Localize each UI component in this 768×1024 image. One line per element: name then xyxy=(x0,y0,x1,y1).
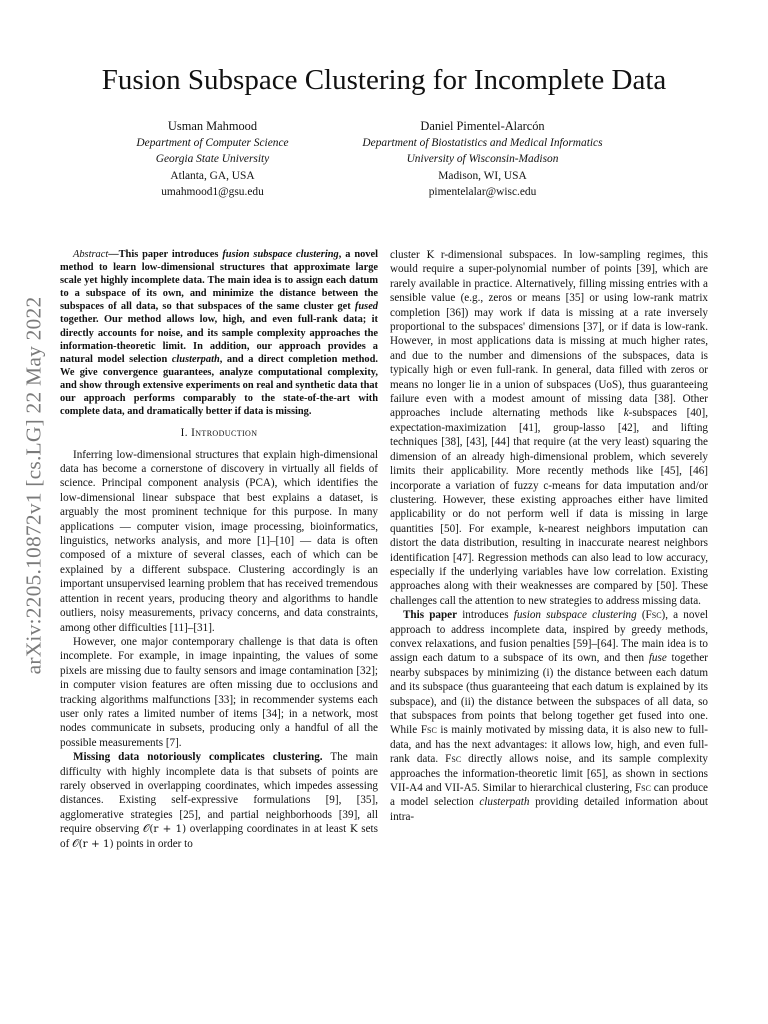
paragraph-emphasis: fuse xyxy=(648,652,667,665)
abstract-label: Abstract xyxy=(73,249,109,260)
math-expression: K xyxy=(349,823,358,836)
section-heading-introduction xyxy=(60,426,378,440)
intro-paragraph-2: However, one major contemporary challenge is that data is often incomplete. For example, in image inpainting, the values of some pixels are missing due to faulty sensors and image contamination [32]; in computer vision features are often missing due to occlusions and tracking algorithms malfunctions [33]; in recommender systems each user only rates a limited number of items [34]; in a network, most nodes communicate in subsets, producing only a handful of all the possible measurements [7]. xyxy=(60,635,378,749)
paragraph-text: can produce a model selection xyxy=(390,782,708,809)
paragraph-lead: This paper xyxy=(403,609,458,622)
paragraph-text: overlapping coordinates in at least xyxy=(186,823,350,836)
paragraph-text: ), a novel approach to address incomplete data, inspired by greedy methods, convex relaxations, and fusion penalties [59]–[64]. The main idea is to assign each datum to a subspace of its own, and then xyxy=(390,609,709,665)
math-expression: 𝒪(r + 1) xyxy=(72,837,114,850)
paragraph-text: providing detailed information about intra- xyxy=(390,796,708,823)
left-column xyxy=(60,248,378,851)
method-acronym: Fsc xyxy=(420,724,437,737)
abstract-text: together. Our method allows low, high, and even full-rank data; it directly accounts for noise, and its sample complexity approaches the information-theoretic limit. In addition, our approach provides a natural model selection xyxy=(60,314,378,365)
author-location: Madison, WI, USA xyxy=(438,169,527,182)
abstract-emphasis: fusion subspace clustering xyxy=(222,249,339,260)
paragraph-text: sets of xyxy=(60,823,378,850)
method-acronym: Fsc xyxy=(645,609,662,622)
math-expression: 𝒪(r + 1) xyxy=(142,823,187,836)
intro-paragraph-3 xyxy=(60,750,378,851)
math-expression: k xyxy=(623,407,629,420)
paragraph-text: is mainly motivated by missing data, it is also new to full-data, and has the next advantages: it allows low, high, and even full-rank data. xyxy=(390,724,709,766)
right-paragraph-2 xyxy=(390,608,708,824)
paragraph-text: The main difficulty with highly incomplete data is that subsets of points are rarely observed in overlapping coordinates, which impedes assessing distances. Existing self-expressive formulations [9], [35], agglomerative strategies [25], and partial neighborhoods [39], all require observing xyxy=(60,751,378,836)
paragraph-text: -subspaces [40], expectation-maximization [41], group-lasso [42], and lifting techniques [38], [43], [44] that require (at the very least) squaring the dimension of an already high-dimensional problem, which severely limits their applicability. More recently methods like [45], [46] incorporate a variation of fuzzy c-means for data imputation and/or clustering. However, these existing approaches either have limited applicability or do not perform well if data is missing in large quantities [50]. For example, k-nearest neighbors imputation can distort the data distribution, resulting in inaccurate nearest neighbors identification [47]. Regression methods can also lead to low accuracy, especially if the underlying variables have low correlation. Existing approaches along with their weaknesses are compared by [50]. These challenges call the attention to new strategies to address missing data. xyxy=(390,407,708,607)
author-email[interactable]: umahmood1@gsu.edu xyxy=(161,185,264,198)
paper-title: Fusion Subspace Clustering for Incomplete Data xyxy=(101,64,667,96)
author-block-2 xyxy=(325,118,640,200)
abstract-text: This paper introduces xyxy=(118,249,223,260)
math-expression: K xyxy=(426,249,435,261)
arxiv-identifier-text: arXiv:2205.10872v1 [cs.LG] 22 May 2022 xyxy=(21,296,46,674)
author-department: Department of Biostatistics and Medical Informatics xyxy=(362,137,603,150)
paragraph-text: points in order to xyxy=(113,837,193,850)
section-title: Introduction xyxy=(191,427,258,440)
author-block-1 xyxy=(90,118,335,200)
author-email[interactable]: pimentelalar@wisc.edu xyxy=(428,185,537,198)
paragraph-lead: Missing data notoriously complicates clustering. xyxy=(73,751,323,764)
abstract-emphasis: fused xyxy=(354,301,378,313)
author-name: Usman Mahmood xyxy=(167,119,258,133)
author-name: Daniel Pimentel-Alarcón xyxy=(420,119,545,133)
paragraph-text: introduces xyxy=(457,609,514,622)
abstract xyxy=(60,248,378,418)
paragraph-text: directly allows noise, and its sample complexity approaches the information-theoretic limit [65], as shown in sections VII-A4 and VII-A5. Similar to hierarchical clustering, xyxy=(390,753,708,795)
author-university: Georgia State University xyxy=(155,153,270,166)
abstract-text: , a novel method to learn low-dimensional structures that approximate large scale yet highly incomplete data. The main idea is to assign each datum to a subspace of its own, and minimize the distance between the subspaces of all data, so that subspaces of the same cluster get xyxy=(60,249,378,313)
right-column xyxy=(390,248,708,824)
method-acronym: Fsc xyxy=(445,753,462,766)
abstract-text: , and a direct completion method. We give convergence guarantees, analyze computational complexity, and show through extensive experiments on real and synthetic data that our approach performs comparably to the state-of-the-art with complete data, and dramatically better if data is missing. xyxy=(60,353,378,418)
author-university: University of Wisconsin-Madison xyxy=(406,153,559,166)
intro-paragraph-1: Inferring low-dimensional structures that explain high-dimensional data has become a cornerstone of discovery in virtually all fields of science. Principal component analysis (PCA), which identifies the low-dimensional linear subspace that best explains a dataset, is arguably the most prominent technique for this purpose. In many applications — computer vision, image processing, bioinformatics, linguistics, networks analysis, and more [1]–[10] — data is often composed of a mixture of several classes, each of which can be explained by a different subspace. Clustering accordingly is an important unsupervised learning problem that has received tremendous attention in recent years, producing theory and algorithms to handle outliers, noisy measurements, privacy concerns, and data constraints, among other difficulties [11]–[31]. xyxy=(60,448,378,634)
paragraph-emphasis: fusion subspace clustering xyxy=(513,609,637,622)
paragraph-text: together nearby subspaces by minimizing (i) the distance between each datum and its subspace (thus guaranteeing that each datum is explained by its subspace), and (ii) the distance between the subspaces of all data, so that subspaces from points that belong together get fused into one. While xyxy=(390,652,708,737)
paragraph-text: ( xyxy=(636,609,646,622)
paragraph-emphasis: clusterpath xyxy=(479,796,530,809)
section-number: I. xyxy=(180,427,192,440)
method-acronym: Fsc xyxy=(634,782,651,795)
author-location: Atlanta, GA, USA xyxy=(170,169,255,182)
arxiv-identifier xyxy=(20,265,48,705)
paragraph-text: r-dimensional subspaces. In low-sampling regimes, this would require a super-polynomial number of points [39], which are rarely available in practice. Alternatively, filling missing entries with a sensible value (e.g., zeros or means [35] or using low-rank matrix completion [36]) may work if data is missing at a rate inversely proportional to the subspaces' dimensions [37], or if data is low-rank. However, in most applications data is missing at much higher rates, and due to the number and dimensions of the subspaces, data is typically high or even full-rank. In general, data filled with zeros or means no longer lie in a union of subspaces (UoS), thus guaranteeing failure even with a modest amount of missing data [38]. Other approaches include alternating methods like xyxy=(390,249,708,420)
abstract-dash: — xyxy=(108,249,119,260)
right-paragraph-1: cluster K r-dimensional subspaces. In low-sampling regimes, this would require a super-polynomial number of points [39], which are rarely available in practice. Alternatively, filling missing entries with a sensible value (e.g., zeros or means [35] or using low-rank matrix completion [36]) may work if data is missing at a rate inversely proportional to the subspaces' dimensions [37], or if data is low-rank. However, in most applications data is missing at much higher rates, and due to the number and dimensions of the subspaces, data is typically high or even full-rank. In general, data filled with zeros or means no longer lie in a union of subspaces (UoS), thus guaranteeing failure even with a modest amount of missing data [38]. Other approaches include alternating methods like k-subspaces [40], expectation-maximization [41], group-lasso [42], and lifting techniques [38], [43], [44] that require (at the very least) squaring the dimension of an already high-dimensional problem, which severely limits their applicability. More recently methods like [45], [46] incorporate a variation of fuzzy c-means for data imputation and/or clustering. However, these existing approaches either have limited applicability or do not perform well if data is missing in large quantities [50]. For example, k-nearest neighbors imputation can distort the data distribution, resulting in inaccurate nearest neighbors identification [47]. Regression methods can also lead to low accuracy, especially if the underlying variables have low correlation. Existing approaches along with their weaknesses are compared by [50]. These challenges call the attention to new strategies to address missing data. xyxy=(390,249,708,607)
abstract-emphasis: clusterpath xyxy=(171,353,220,365)
author-department: Department of Computer Science xyxy=(136,137,289,150)
